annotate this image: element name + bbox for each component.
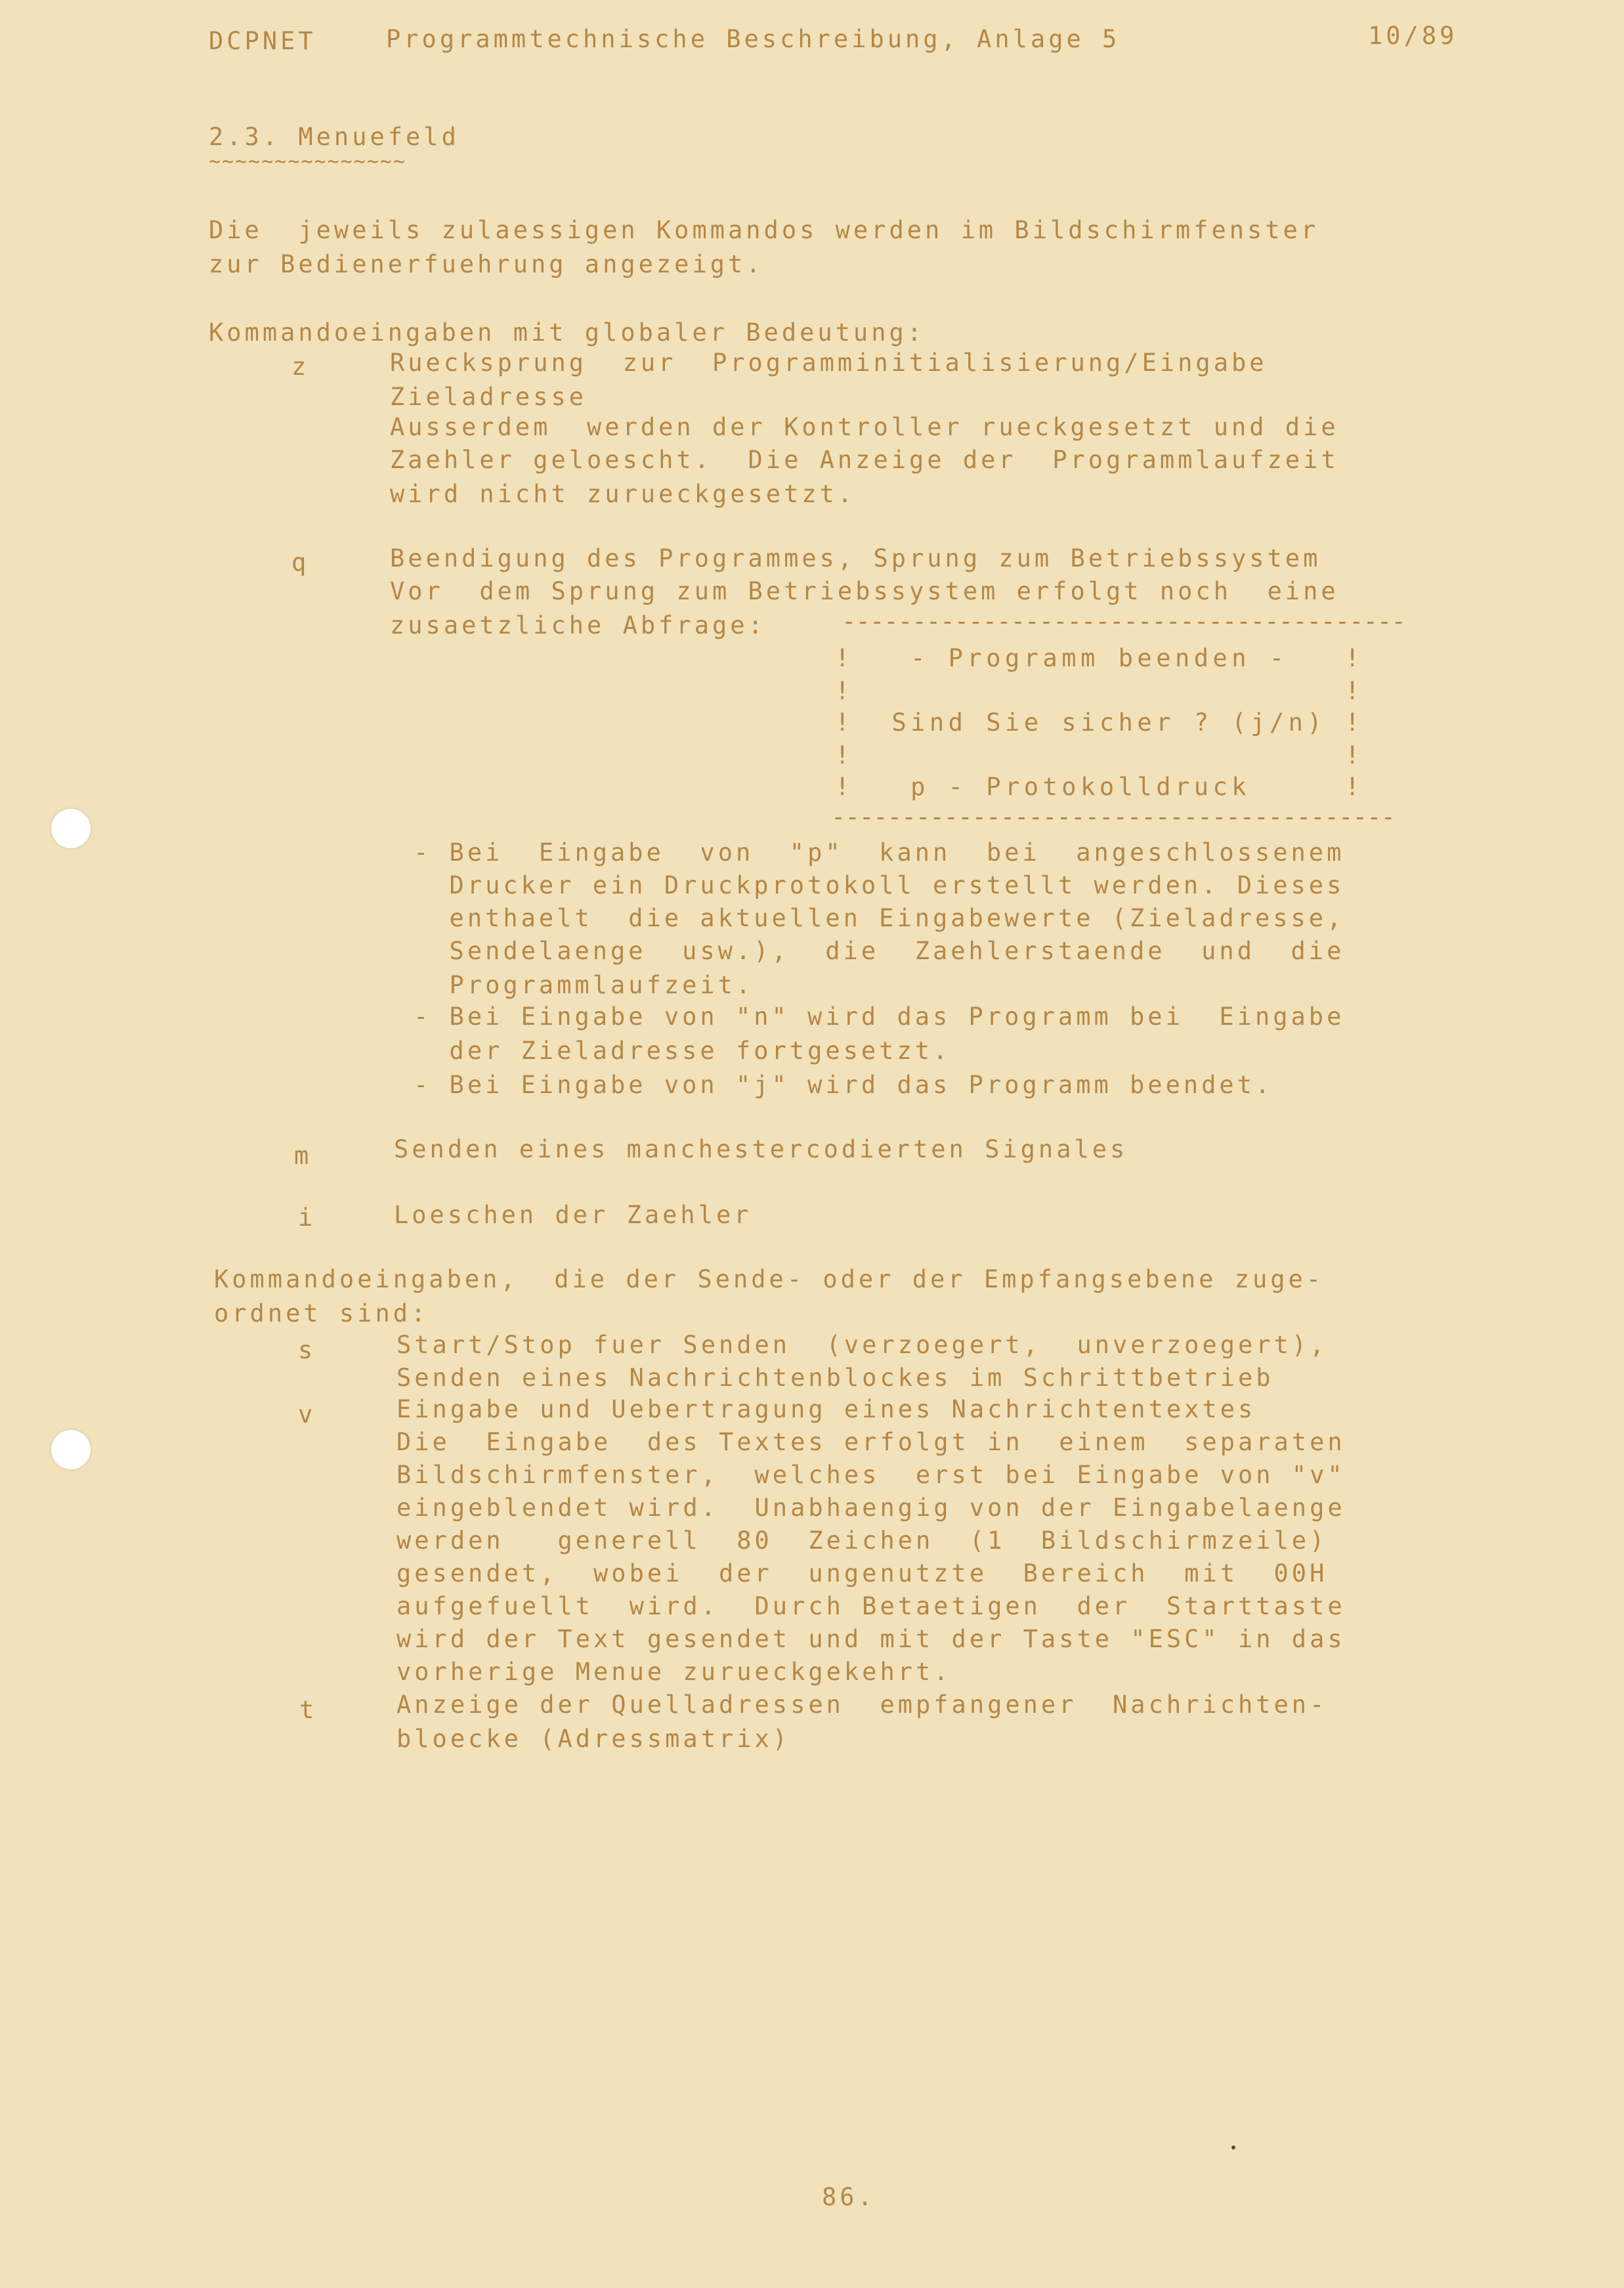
command-key-s: s [298, 1336, 316, 1364]
level-heading-1: Kommandoeingaben, die der Sende- oder der Empfangsebene zuge- [214, 1265, 1325, 1293]
dialog-row-blank-1: ! ! [835, 677, 1364, 705]
command-key-z: z [291, 353, 310, 381]
level-heading-2: ordnet sind: [214, 1299, 429, 1327]
section-underline: ~~~~~~~~~~~~~~~ [209, 150, 406, 173]
v-line-2: Die Eingabe des Textes erfolgt in einem separaten [396, 1428, 1346, 1456]
q-line-3: zusaetzliche Abfrage: [390, 611, 766, 639]
q-note-5: Programmlaufzeit. [414, 971, 754, 999]
z-line-5: wird nicht zurueckgesetzt. [390, 480, 856, 508]
v-line-6: gesendet, wobei der ungenutzte Bereich mit 00H [396, 1559, 1328, 1587]
header-system: DCPNET [209, 27, 316, 55]
t-line-2: bloecke (Adressmatrix) [396, 1725, 791, 1753]
dialog-row-question: ! Sind Sie sicher ? (j/n) ! [835, 708, 1364, 737]
dialog-row-blank-2: ! ! [835, 741, 1364, 769]
command-key-q: q [291, 548, 310, 576]
global-heading: Kommandoeingaben mit globaler Bedeutung: [209, 318, 926, 347]
q-note-2: Drucker ein Druckprotokoll erstellt werden. Dieses [414, 871, 1345, 899]
dialog-border-bottom: ---------------------------------------- [831, 803, 1396, 831]
q-note-1: - Bei Eingabe von "p" kann bei angeschlossenem [414, 838, 1345, 867]
v-line-3: Bildschirmfenster, welches erst bei Eingabe von "v" [396, 1461, 1346, 1489]
t-line-1: Anzeige der Quelladressen empfangener Nachrichten- [396, 1691, 1328, 1719]
intro-line-1: Die jeweils zulaessigen Kommandos werden im Bildschirmfenster [209, 216, 1319, 244]
z-line-3: Ausserdem werden der Kontroller rueckgesetzt und die [390, 413, 1339, 441]
i-text: Loeschen der Zaehler [394, 1201, 752, 1229]
v-line-4: eingeblendet wird. Unabhaengig von der Eingabelaenge [396, 1494, 1346, 1522]
command-key-m: m [294, 1142, 312, 1170]
section-heading: 2.3. Menuefeld [209, 123, 459, 151]
q-note-4: Sendelaenge usw.), die Zaehlerstaende und die [414, 937, 1345, 965]
ink-speck [1231, 2146, 1235, 2149]
header-date: 10/89 [1368, 22, 1458, 50]
s-line-2: Senden eines Nachrichtenblockes im Schrittbetrieb [396, 1364, 1274, 1392]
dialog-row-protocol: ! p - Protokolldruck ! [835, 773, 1364, 801]
z-line-4: Zaehler geloescht. Die Anzeige der Programmlaufzeit [390, 446, 1339, 474]
page-number: 86. [822, 2183, 876, 2211]
z-line-1: Ruecksprung zur Programminitialisierung/Eingabe [390, 349, 1268, 377]
q-note-6: - Bei Eingabe von "n" wird das Programm bei Eingabe [414, 1003, 1345, 1031]
dialog-row-title: ! - Programm beenden - ! [835, 644, 1364, 672]
intro-line-2: zur Bedienerfuehrung angezeigt. [209, 250, 764, 278]
header-title: Programmtechnische Beschreibung, Anlage 5 [386, 25, 1121, 53]
v-line-8: wird der Text gesendet und mit der Taste "ESC" in das [396, 1625, 1346, 1653]
v-line-5: werden generell 80 Zeichen (1 Bildschirmzeile) [396, 1526, 1328, 1555]
v-line-7: aufgefuellt wird. Durch Betaetigen der Starttaste [396, 1592, 1346, 1620]
punch-hole-top [51, 809, 91, 848]
v-line-1: Eingabe und Uebertragung eines Nachrichtentextes [396, 1395, 1256, 1423]
command-key-i: i [298, 1203, 316, 1232]
s-line-1: Start/Stop fuer Senden (verzoegert, unverzoegert), [396, 1331, 1328, 1359]
v-line-9: vorherige Menue zurueckgekehrt. [396, 1658, 952, 1686]
q-note-7: der Zieladresse fortgesetzt. [414, 1037, 951, 1065]
q-note-8: - Bei Eingabe von "j" wird das Programm beendet. [414, 1071, 1273, 1099]
command-key-v: v [298, 1400, 316, 1429]
q-line-1: Beendigung des Programmes, Sprung zum Betriebssystem [390, 544, 1321, 572]
dialog-border-top: ---------------------------------------- [842, 607, 1406, 636]
punch-hole-bottom [51, 1430, 91, 1469]
q-note-3: enthaelt die aktuellen Eingabewerte (Zieladresse, [414, 904, 1345, 932]
command-key-t: t [299, 1696, 318, 1724]
q-line-2: Vor dem Sprung zum Betriebssystem erfolgt noch eine [390, 577, 1339, 605]
z-line-2: Zieladresse [390, 383, 588, 411]
m-text: Senden eines manchestercodierten Signales [394, 1135, 1128, 1163]
